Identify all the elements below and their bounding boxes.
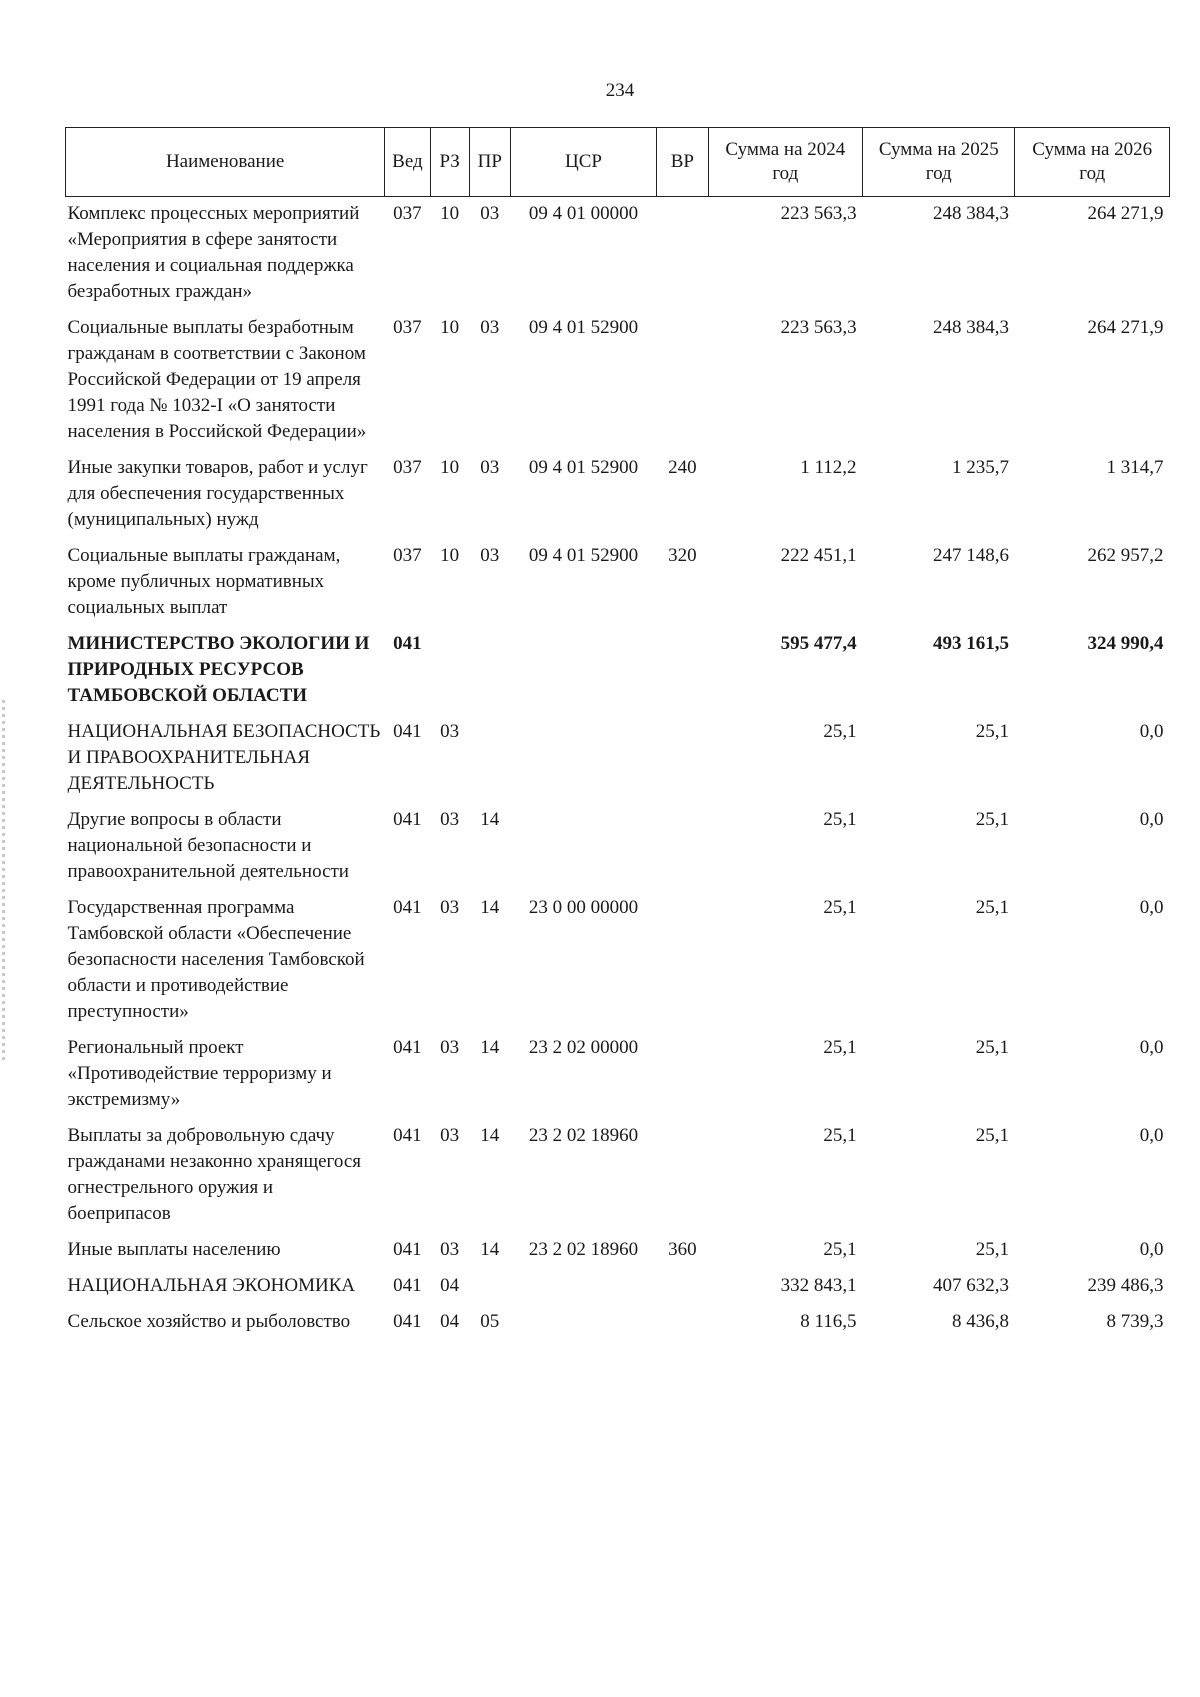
row-name: Социальные выплаты гражданам, кроме публичных нормативных социальных выплат — [67, 545, 341, 618]
row-csr — [510, 627, 656, 715]
row-ved: 041 — [393, 1125, 422, 1146]
row-sum-2024: 595 477,4 — [780, 633, 857, 654]
row-ved: 041 — [393, 633, 422, 654]
row-sum-2024: 332 843,1 — [780, 1275, 857, 1296]
row-sum-2024: 1 112,2 — [800, 457, 857, 478]
row-ved: 041 — [393, 1239, 422, 1260]
header-sum-2024: Сумма на 2024 год — [708, 128, 862, 197]
table-row — [66, 1031, 1170, 1119]
row-csr — [510, 715, 656, 803]
row-sum-2025: 248 384,3 — [932, 317, 1009, 338]
table-row — [66, 1269, 1170, 1305]
row-rz: 03 — [440, 721, 460, 742]
row-rz: 03 — [440, 897, 460, 918]
row-ved: 037 — [393, 317, 422, 338]
row-ved: 041 — [393, 1275, 422, 1296]
row-sum-2025: 247 148,6 — [932, 545, 1009, 566]
row-name: Сельское хозяйство и рыболовство — [67, 1311, 351, 1332]
row-csr: 23 0 00 00000 — [528, 897, 639, 918]
row-sum-2025: 25,1 — [975, 809, 1009, 830]
row-name: Выплаты за добровольную сдачу гражданами незаконно хранящегося огнестрельного оружия и боеприпасов — [67, 1125, 361, 1224]
row-sum-2026: 0,0 — [1139, 1239, 1164, 1260]
row-csr: 23 2 02 00000 — [528, 1037, 639, 1058]
row-sum-2024: 25,1 — [823, 809, 857, 830]
row-pr — [469, 627, 510, 715]
row-sum-2024: 25,1 — [823, 1239, 857, 1260]
row-ved: 037 — [393, 457, 422, 478]
row-pr: 03 — [480, 317, 500, 338]
row-rz: 10 — [440, 457, 460, 478]
row-ved: 041 — [393, 1037, 422, 1058]
row-sum-2024: 25,1 — [823, 1125, 857, 1146]
row-vr: 240 — [668, 457, 697, 478]
row-csr — [510, 803, 656, 891]
row-ved: 037 — [393, 203, 422, 224]
row-sum-2025: 25,1 — [975, 1037, 1009, 1058]
row-sum-2025: 8 436,8 — [951, 1311, 1009, 1332]
row-sum-2024: 25,1 — [823, 721, 857, 742]
table-row — [66, 891, 1170, 1031]
row-csr: 09 4 01 52900 — [528, 457, 639, 478]
header-sum-2025: Сумма на 2025 год — [863, 128, 1015, 197]
row-vr — [657, 803, 708, 891]
row-ved: 041 — [393, 1311, 422, 1332]
row-ved: 041 — [393, 809, 422, 830]
row-csr: 23 2 02 18960 — [528, 1239, 639, 1260]
row-pr: 05 — [480, 1311, 500, 1332]
row-sum-2024: 223 563,3 — [780, 203, 857, 224]
table-row — [66, 1119, 1170, 1233]
row-name: Государственная программа Тамбовской области «Обеспечение безопасности населения Тамбовской области и противодействие преступности» — [67, 897, 365, 1022]
table-row — [66, 197, 1170, 312]
row-rz: 04 — [440, 1275, 460, 1296]
row-vr — [657, 311, 708, 451]
row-rz — [430, 627, 469, 715]
budget-table — [65, 127, 1170, 1341]
row-name: Региональный проект «Противодействие терроризму и экстремизму» — [67, 1037, 332, 1110]
row-sum-2026: 0,0 — [1139, 897, 1164, 918]
header-pr: ПР — [469, 128, 510, 197]
scan-edge-mark — [2, 700, 5, 1060]
row-name: Иные закупки товаров, работ и услуг для обеспечения государственных (муниципальных) нужд — [67, 457, 368, 530]
row-pr: 14 — [480, 1125, 500, 1146]
row-sum-2026: 264 271,9 — [1087, 203, 1164, 224]
row-pr: 03 — [480, 545, 500, 566]
row-csr: 09 4 01 52900 — [528, 317, 639, 338]
row-sum-2026: 324 990,4 — [1087, 633, 1164, 654]
row-rz: 10 — [440, 317, 460, 338]
row-vr — [657, 1305, 708, 1341]
row-sum-2026: 1 314,7 — [1106, 457, 1164, 478]
row-name: Иные выплаты населению — [67, 1239, 281, 1260]
row-vr — [657, 1269, 708, 1305]
row-sum-2026: 0,0 — [1139, 1037, 1164, 1058]
row-sum-2025: 25,1 — [975, 1125, 1009, 1146]
row-vr: 360 — [668, 1239, 697, 1260]
row-sum-2024: 8 116,5 — [800, 1311, 857, 1332]
row-sum-2026: 264 271,9 — [1087, 317, 1164, 338]
row-sum-2025: 25,1 — [975, 721, 1009, 742]
table-row — [66, 715, 1170, 803]
row-sum-2025: 1 235,7 — [951, 457, 1009, 478]
row-vr: 320 — [668, 545, 697, 566]
row-pr: 14 — [480, 1037, 500, 1058]
table-row — [66, 451, 1170, 539]
row-ved: 041 — [393, 721, 422, 742]
row-sum-2025: 248 384,3 — [932, 203, 1009, 224]
row-sum-2024: 25,1 — [823, 897, 857, 918]
table-row — [66, 1233, 1170, 1269]
header-rz: РЗ — [430, 128, 469, 197]
table-row — [66, 803, 1170, 891]
row-csr: 09 4 01 00000 — [528, 203, 639, 224]
row-rz: 10 — [440, 203, 460, 224]
row-ved: 037 — [393, 545, 422, 566]
row-sum-2025: 407 632,3 — [932, 1275, 1009, 1296]
table-row — [66, 539, 1170, 627]
row-csr — [510, 1269, 656, 1305]
row-vr — [657, 891, 708, 1031]
row-pr: 14 — [480, 897, 500, 918]
row-sum-2024: 25,1 — [823, 1037, 857, 1058]
row-sum-2026: 0,0 — [1139, 1125, 1164, 1146]
row-pr: 14 — [480, 1239, 500, 1260]
row-vr — [657, 1031, 708, 1119]
row-name: МИНИСТЕРСТВО ЭКОЛОГИИ И ПРИРОДНЫХ РЕСУРСОВ ТАМБОВСКОЙ ОБЛАСТИ — [67, 633, 370, 706]
row-name: Другие вопросы в области национальной безопасности и правоохранительной деятельности — [67, 809, 349, 882]
table-header — [66, 128, 1170, 197]
row-ved: 041 — [393, 897, 422, 918]
table-body — [66, 197, 1170, 1342]
table-row — [66, 311, 1170, 451]
row-sum-2026: 0,0 — [1139, 721, 1164, 742]
header-ved: Вед — [385, 128, 430, 197]
header-sum-2026: Сумма на 2026 год — [1015, 128, 1170, 197]
table-row — [66, 1305, 1170, 1341]
row-name: НАЦИОНАЛЬНАЯ ЭКОНОМИКА — [67, 1275, 356, 1296]
row-vr — [657, 1119, 708, 1233]
row-sum-2025: 25,1 — [975, 897, 1009, 918]
row-name: Комплекс процессных мероприятий «Мероприятия в сфере занятости населения и социальная поддержка безработных граждан» — [67, 203, 360, 302]
row-pr — [469, 715, 510, 803]
row-name: Социальные выплаты безработным гражданам в соответствии с Законом Российской Федерации от 19 апреля 1991 года № 1032-I «О занятости населения в Российской Федерации» — [67, 317, 367, 442]
row-vr — [657, 715, 708, 803]
row-csr: 23 2 02 18960 — [528, 1125, 639, 1146]
row-pr: 03 — [480, 203, 500, 224]
row-sum-2025: 25,1 — [975, 1239, 1009, 1260]
row-pr: 03 — [480, 457, 500, 478]
row-rz: 03 — [440, 1239, 460, 1260]
row-sum-2024: 223 563,3 — [780, 317, 857, 338]
row-sum-2026: 0,0 — [1139, 809, 1164, 830]
header-csr: ЦСР — [510, 128, 656, 197]
row-vr — [657, 197, 708, 312]
row-sum-2025: 493 161,5 — [932, 633, 1009, 654]
row-pr — [469, 1269, 510, 1305]
header-vr: ВР — [657, 128, 708, 197]
row-sum-2026: 8 739,3 — [1106, 1311, 1164, 1332]
row-csr — [510, 1305, 656, 1341]
page-number: 234 — [605, 80, 635, 101]
row-rz: 10 — [440, 545, 460, 566]
table-row-ministry — [66, 627, 1170, 715]
row-rz: 03 — [440, 1037, 460, 1058]
row-sum-2026: 239 486,3 — [1087, 1275, 1164, 1296]
row-csr: 09 4 01 52900 — [528, 545, 639, 566]
row-name: НАЦИОНАЛЬНАЯ БЕЗОПАСНОСТЬ И ПРАВООХРАНИТЕЛЬНАЯ ДЕЯТЕЛЬНОСТЬ — [67, 721, 381, 794]
row-pr: 14 — [480, 809, 500, 830]
row-sum-2024: 222 451,1 — [780, 545, 857, 566]
row-rz: 03 — [440, 809, 460, 830]
header-name: Наименование — [66, 128, 385, 197]
row-rz: 04 — [440, 1311, 460, 1332]
row-sum-2026: 262 957,2 — [1087, 545, 1164, 566]
row-rz: 03 — [440, 1125, 460, 1146]
row-vr — [657, 627, 708, 715]
